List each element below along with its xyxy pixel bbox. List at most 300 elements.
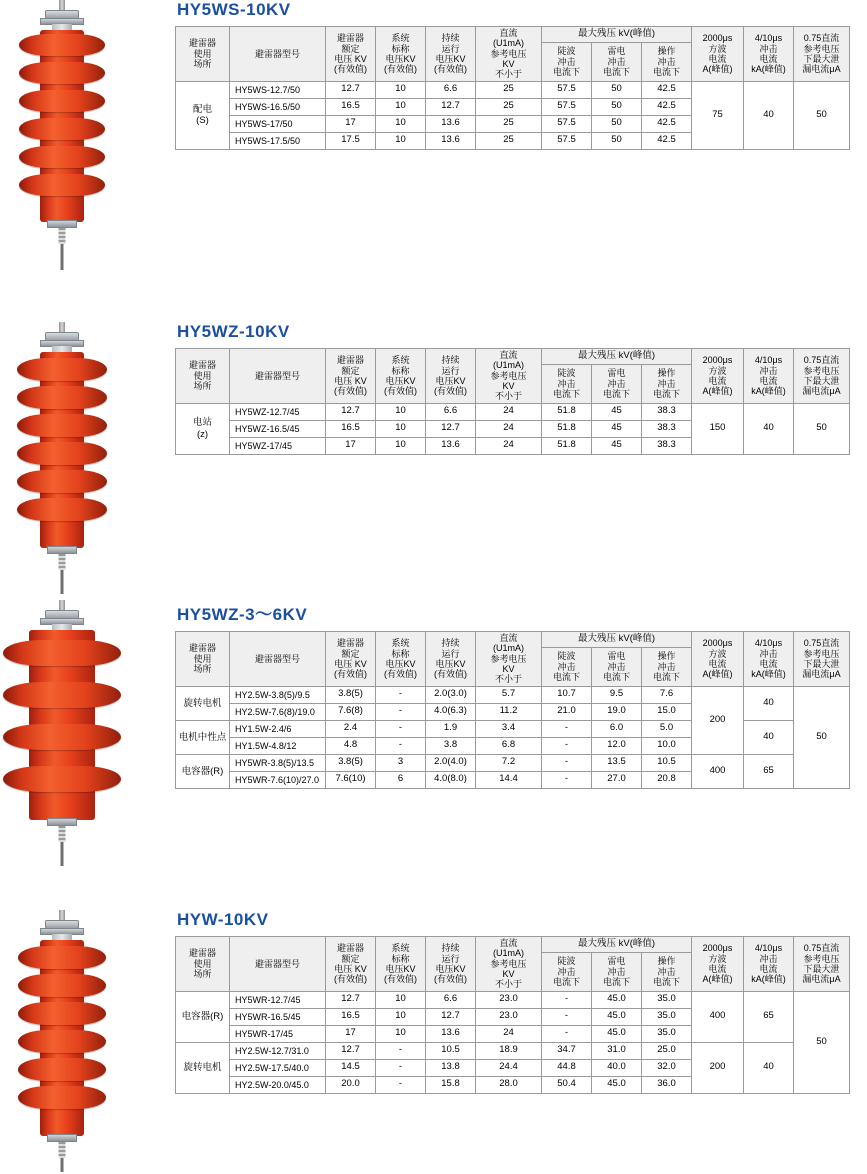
th-dc — [476, 349, 542, 404]
th-sq2000-label: 2000μs 方波 电流 A(峰值) — [702, 355, 733, 397]
cell-dc: 25 — [476, 81, 542, 98]
th-residual-group — [542, 632, 692, 648]
th-dc-label: 直流 (U1mA) 参考电压 KV 不小于 — [490, 350, 527, 402]
th-steep-label: 陡波 冲击 电流下 — [552, 956, 580, 987]
cell-sq2000: 400 — [692, 754, 744, 788]
th-switching — [642, 952, 692, 991]
cell-model: HY5WZ-12.7/45 — [230, 403, 326, 420]
th-rated-label: 避雷器 额定 电压 KV (有效值) — [334, 33, 367, 75]
cell-dc: 24.4 — [476, 1059, 542, 1076]
cell-lightning: 50 — [592, 81, 642, 98]
cell-cont: 4.0(8.0) — [426, 771, 476, 788]
cell-imp410: 40 — [744, 81, 794, 149]
th-residual-group — [542, 27, 692, 43]
th-imp410 — [744, 27, 794, 82]
cell-model: HY2.5W-17.5/40.0 — [230, 1059, 326, 1076]
cell-model: HY2.5W-12.7/31.0 — [230, 1042, 326, 1059]
cell-steep: - — [542, 1025, 592, 1042]
th-switching — [642, 42, 692, 81]
cell-lightning: 50 — [592, 98, 642, 115]
section-title: HYW-10KV — [177, 910, 269, 929]
th-cont — [426, 632, 476, 687]
cell-switching: 42.5 — [642, 81, 692, 98]
cell-usage: 旋转电机 — [176, 1042, 230, 1093]
th-imp410 — [744, 937, 794, 992]
th-steep-label: 陡波 冲击 电流下 — [552, 651, 580, 682]
cell-steep: 34.7 — [542, 1042, 592, 1059]
arrester-image-hyw — [0, 910, 175, 1174]
th-system — [376, 27, 426, 82]
cell-switching: 5.0 — [642, 720, 692, 737]
th-model-label: 避雷器型号 — [254, 48, 300, 59]
cell-cont: 2.0(4.0) — [426, 754, 476, 771]
cell-dc: 11.2 — [476, 703, 542, 720]
th-usage-label: 避雷器 使用 场所 — [188, 948, 216, 980]
th-usage-label: 避雷器 使用 场所 — [188, 360, 216, 392]
cell-dc: 25 — [476, 115, 542, 132]
cell-rated: 16.5 — [326, 1008, 376, 1025]
cell-model: HY5WZ-17/45 — [230, 437, 326, 454]
cell-rated: 12.7 — [326, 403, 376, 420]
cell-cont: 3.8 — [426, 737, 476, 754]
cell-sq2000: 200 — [692, 1042, 744, 1093]
cell-dc: 7.2 — [476, 754, 542, 771]
th-dc-label: 直流 (U1mA) 参考电压 KV 不小于 — [490, 633, 527, 685]
cell-leak075: 50 — [794, 403, 850, 454]
table-row — [176, 81, 850, 98]
cell-system: 10 — [376, 991, 426, 1008]
cell-switching: 38.3 — [642, 437, 692, 454]
cell-usage: 旋转电机 — [176, 686, 230, 720]
cell-switching: 42.5 — [642, 98, 692, 115]
th-leak075-label: 0.75直流 参考电压 下最大泄 漏电流μA — [802, 638, 841, 680]
th-system-label: 系统 标称 电压KV (有效值) — [384, 33, 417, 75]
table-row — [176, 1042, 850, 1059]
section-title: HY5WZ-10KV — [177, 322, 290, 341]
th-usage-label: 避雷器 使用 场所 — [188, 38, 216, 70]
spec-table — [175, 348, 850, 455]
th-steep-label: 陡波 冲击 电流下 — [552, 368, 580, 399]
cell-lightning: 50 — [592, 132, 642, 149]
cell-rated: 17 — [326, 437, 376, 454]
arrester-image-hy5ws — [0, 0, 175, 290]
cell-rated: 7.6(8) — [326, 703, 376, 720]
cell-rated: 12.7 — [326, 1042, 376, 1059]
cell-lightning: 45 — [592, 403, 642, 420]
cell-cont: 2.0(3.0) — [426, 686, 476, 703]
cell-steep: 51.8 — [542, 437, 592, 454]
cell-rated: 12.7 — [326, 991, 376, 1008]
cell-steep: - — [542, 720, 592, 737]
th-system-label: 系统 标称 电压KV (有效值) — [384, 355, 417, 397]
cell-switching: 38.3 — [642, 420, 692, 437]
cell-switching: 15.0 — [642, 703, 692, 720]
th-cont-label: 持续 运行 电压KV (有效值) — [434, 943, 467, 985]
arrester-image-hy5wz — [0, 322, 175, 612]
th-cont — [426, 27, 476, 82]
th-leak075 — [794, 27, 850, 82]
cell-steep: - — [542, 754, 592, 771]
th-dc-label: 直流 (U1mA) 参考电压 KV 不小于 — [490, 28, 527, 80]
th-leak075-label: 0.75直流 参考电压 下最大泄 漏电流μA — [802, 943, 841, 985]
cell-dc: 18.9 — [476, 1042, 542, 1059]
th-rated — [326, 349, 376, 404]
table-row — [176, 754, 850, 771]
cell-dc: 23.0 — [476, 1008, 542, 1025]
cell-switching: 36.0 — [642, 1076, 692, 1093]
cell-dc: 24 — [476, 437, 542, 454]
th-usage — [176, 632, 230, 687]
cell-imp410: 40 — [744, 403, 794, 454]
cell-system: - — [376, 703, 426, 720]
th-system-label: 系统 标称 电压KV (有效值) — [384, 943, 417, 985]
cell-lightning: 9.5 — [592, 686, 642, 703]
cell-switching: 38.3 — [642, 403, 692, 420]
cell-lightning: 19.0 — [592, 703, 642, 720]
th-sq2000 — [692, 27, 744, 82]
cell-lightning: 27.0 — [592, 771, 642, 788]
th-rated — [326, 937, 376, 992]
cell-cont: 6.6 — [426, 81, 476, 98]
spec-table-body — [176, 81, 850, 149]
th-system — [376, 632, 426, 687]
cell-lightning: 45.0 — [592, 1008, 642, 1025]
cell-cont: 13.6 — [426, 1025, 476, 1042]
cell-rated: 16.5 — [326, 420, 376, 437]
th-residual-group-label: 最大残压 kV(峰值) — [577, 632, 656, 644]
cell-model: HY1.5W-4.8/12 — [230, 737, 326, 754]
cell-switching: 35.0 — [642, 1025, 692, 1042]
th-usage — [176, 349, 230, 404]
th-imp410-label: 4/10μs 冲击 电流 kA(峰值) — [751, 943, 786, 985]
cell-usage: 电站 (z) — [176, 403, 230, 454]
th-residual-group — [542, 937, 692, 953]
th-switching — [642, 364, 692, 403]
th-rated-label: 避雷器 额定 电压 KV (有效值) — [334, 638, 367, 680]
th-lightning — [592, 364, 642, 403]
cell-sq2000: 200 — [692, 686, 744, 754]
th-cont-label: 持续 运行 电压KV (有效值) — [434, 33, 467, 75]
th-model-label: 避雷器型号 — [254, 653, 300, 664]
cell-switching: 10.5 — [642, 754, 692, 771]
th-residual-group-label: 最大残压 kV(峰值) — [577, 349, 656, 361]
th-dc — [476, 27, 542, 82]
th-cont — [426, 937, 476, 992]
cell-imp410: 40 — [744, 720, 794, 754]
cell-usage: 电容器(R) — [176, 991, 230, 1042]
cell-cont: 15.8 — [426, 1076, 476, 1093]
th-steep — [542, 42, 592, 81]
th-sq2000 — [692, 349, 744, 404]
cell-lightning: 31.0 — [592, 1042, 642, 1059]
th-rated-label: 避雷器 额定 电压 KV (有效值) — [334, 943, 367, 985]
th-leak075 — [794, 937, 850, 992]
cell-rated: 3.8(5) — [326, 754, 376, 771]
cell-leak075: 50 — [794, 81, 850, 149]
cell-lightning: 40.0 — [592, 1059, 642, 1076]
th-imp410-label: 4/10μs 冲击 电流 kA(峰值) — [751, 355, 786, 397]
cell-cont: 12.7 — [426, 420, 476, 437]
cell-rated: 20.0 — [326, 1076, 376, 1093]
cell-switching: 7.6 — [642, 686, 692, 703]
cell-model: HY2.5W-3.8(5)/9.5 — [230, 686, 326, 703]
cell-dc: 28.0 — [476, 1076, 542, 1093]
table-row — [176, 720, 850, 737]
cell-leak075: 50 — [794, 991, 850, 1093]
th-lightning-label: 雷电 冲击 电流下 — [602, 956, 630, 987]
th-imp410 — [744, 632, 794, 687]
cell-cont: 13.8 — [426, 1059, 476, 1076]
th-cont-label: 持续 运行 电压KV (有效值) — [434, 638, 467, 680]
cell-switching: 10.0 — [642, 737, 692, 754]
cell-cont: 12.7 — [426, 1008, 476, 1025]
cell-cont: 13.6 — [426, 437, 476, 454]
cell-system: 10 — [376, 115, 426, 132]
th-model — [230, 27, 326, 82]
cell-usage: 电容器(R) — [176, 754, 230, 788]
cell-system: 10 — [376, 437, 426, 454]
cell-steep: 10.7 — [542, 686, 592, 703]
cell-system: - — [376, 1042, 426, 1059]
cell-leak075: 50 — [794, 686, 850, 788]
th-sq2000 — [692, 937, 744, 992]
cell-steep: - — [542, 1008, 592, 1025]
cell-system: 10 — [376, 132, 426, 149]
th-switching — [642, 647, 692, 686]
table-row — [176, 403, 850, 420]
th-imp410 — [744, 349, 794, 404]
cell-lightning: 45.0 — [592, 1025, 642, 1042]
th-lightning — [592, 647, 642, 686]
cell-dc: 24 — [476, 420, 542, 437]
cell-rated: 17 — [326, 1025, 376, 1042]
spec-table — [175, 936, 850, 1094]
cell-model: HY1.5W-2.4/6 — [230, 720, 326, 737]
cell-system: 10 — [376, 1025, 426, 1042]
cell-system: 3 — [376, 754, 426, 771]
cell-rated: 3.8(5) — [326, 686, 376, 703]
cell-lightning: 12.0 — [592, 737, 642, 754]
cell-system: 10 — [376, 1008, 426, 1025]
cell-model: HY5WS-16.5/50 — [230, 98, 326, 115]
cell-rated: 4.8 — [326, 737, 376, 754]
cell-dc: 25 — [476, 132, 542, 149]
th-sq2000 — [692, 632, 744, 687]
cell-switching: 25.0 — [642, 1042, 692, 1059]
cell-lightning: 6.0 — [592, 720, 642, 737]
th-rated — [326, 632, 376, 687]
cell-steep: 57.5 — [542, 132, 592, 149]
th-switching-label: 操作 冲击 电流下 — [652, 651, 680, 682]
table-row — [176, 686, 850, 703]
spec-table-body — [176, 686, 850, 788]
th-steep — [542, 952, 592, 991]
th-sq2000-label: 2000μs 方波 电流 A(峰值) — [702, 943, 733, 985]
cell-model: HY5WS-12.7/50 — [230, 81, 326, 98]
th-dc — [476, 632, 542, 687]
cell-model: HY2.5W-7.6(8)/19.0 — [230, 703, 326, 720]
cell-usage: 配电 (S) — [176, 81, 230, 149]
cell-lightning: 45.0 — [592, 991, 642, 1008]
cell-dc: 6.8 — [476, 737, 542, 754]
cell-system: 10 — [376, 98, 426, 115]
cell-rated: 14.5 — [326, 1059, 376, 1076]
th-leak075-label: 0.75直流 参考电压 下最大泄 漏电流μA — [802, 33, 841, 75]
th-cont — [426, 349, 476, 404]
th-lightning-label: 雷电 冲击 电流下 — [602, 651, 630, 682]
cell-steep: - — [542, 771, 592, 788]
cell-dc: 3.4 — [476, 720, 542, 737]
cell-cont: 1.9 — [426, 720, 476, 737]
th-system — [376, 349, 426, 404]
cell-lightning: 45 — [592, 420, 642, 437]
cell-sq2000: 75 — [692, 81, 744, 149]
th-dc — [476, 937, 542, 992]
cell-usage: 电机中性点 — [176, 720, 230, 754]
th-steep — [542, 364, 592, 403]
th-imp410-label: 4/10μs 冲击 电流 kA(峰值) — [751, 638, 786, 680]
cell-model: HY5WR-3.8(5)/13.5 — [230, 754, 326, 771]
cell-lightning: 50 — [592, 115, 642, 132]
cell-model: HY5WR-16.5/45 — [230, 1008, 326, 1025]
th-leak075-label: 0.75直流 参考电压 下最大泄 漏电流μA — [802, 355, 841, 397]
th-sq2000-label: 2000μs 方波 电流 A(峰值) — [702, 638, 733, 680]
cell-steep: 50.4 — [542, 1076, 592, 1093]
th-switching-label: 操作 冲击 电流下 — [652, 46, 680, 77]
th-sq2000-label: 2000μs 方波 电流 A(峰值) — [702, 33, 733, 75]
cell-system: 10 — [376, 403, 426, 420]
cell-cont: 4.0(6.3) — [426, 703, 476, 720]
cell-dc: 23.0 — [476, 991, 542, 1008]
cell-cont: 13.6 — [426, 132, 476, 149]
th-model-label: 避雷器型号 — [254, 370, 300, 381]
cell-steep: 51.8 — [542, 403, 592, 420]
th-rated — [326, 27, 376, 82]
cell-cont: 10.5 — [426, 1042, 476, 1059]
spec-table-body — [176, 403, 850, 454]
cell-steep: 51.8 — [542, 420, 592, 437]
spec-table-body — [176, 991, 850, 1093]
cell-dc: 25 — [476, 98, 542, 115]
th-rated-label: 避雷器 额定 电压 KV (有效值) — [334, 355, 367, 397]
cell-system: - — [376, 1059, 426, 1076]
th-system-label: 系统 标称 电压KV (有效值) — [384, 638, 417, 680]
cell-imp410: 40 — [744, 686, 794, 720]
cell-model: HY5WS-17/50 — [230, 115, 326, 132]
cell-lightning: 13.5 — [592, 754, 642, 771]
cell-steep: 57.5 — [542, 81, 592, 98]
cell-system: - — [376, 720, 426, 737]
cell-steep: 57.5 — [542, 98, 592, 115]
th-lightning — [592, 952, 642, 991]
th-usage — [176, 937, 230, 992]
th-switching-label: 操作 冲击 电流下 — [652, 368, 680, 399]
th-usage-label: 避雷器 使用 场所 — [188, 643, 216, 675]
section-title: HY5WZ-3～6KV — [177, 605, 308, 624]
th-cont-label: 持续 运行 电压KV (有效值) — [434, 355, 467, 397]
cell-cont: 13.6 — [426, 115, 476, 132]
cell-switching: 20.8 — [642, 771, 692, 788]
th-model — [230, 349, 326, 404]
cell-system: 10 — [376, 420, 426, 437]
cell-system: 6 — [376, 771, 426, 788]
th-steep — [542, 647, 592, 686]
cell-model: HY5WR-7.6(10)/27.0 — [230, 771, 326, 788]
th-residual-group-label: 最大残压 kV(峰值) — [577, 937, 656, 949]
th-residual-group-label: 最大残压 kV(峰值) — [577, 27, 656, 39]
cell-switching: 42.5 — [642, 115, 692, 132]
cell-model: HY5WR-12.7/45 — [230, 991, 326, 1008]
cell-dc: 14.4 — [476, 771, 542, 788]
cell-system: 10 — [376, 81, 426, 98]
cell-switching: 35.0 — [642, 991, 692, 1008]
cell-rated: 16.5 — [326, 98, 376, 115]
th-leak075 — [794, 349, 850, 404]
cell-system: - — [376, 737, 426, 754]
cell-rated: 12.7 — [326, 81, 376, 98]
th-switching-label: 操作 冲击 电流下 — [652, 956, 680, 987]
th-lightning — [592, 42, 642, 81]
cell-model: HY5WR-17/45 — [230, 1025, 326, 1042]
th-usage — [176, 27, 230, 82]
cell-switching: 35.0 — [642, 1008, 692, 1025]
cell-dc: 24 — [476, 1025, 542, 1042]
th-steep-label: 陡波 冲击 电流下 — [552, 46, 580, 77]
section-title: HY5WS-10KV — [177, 0, 291, 19]
spec-table — [175, 26, 850, 150]
cell-lightning: 45.0 — [592, 1076, 642, 1093]
cell-imp410: 65 — [744, 754, 794, 788]
th-imp410-label: 4/10μs 冲击 电流 kA(峰值) — [751, 33, 786, 75]
cell-steep: - — [542, 737, 592, 754]
th-residual-group — [542, 349, 692, 365]
cell-rated: 17 — [326, 115, 376, 132]
cell-switching: 32.0 — [642, 1059, 692, 1076]
cell-steep: 44.8 — [542, 1059, 592, 1076]
cell-steep: 21.0 — [542, 703, 592, 720]
cell-system: - — [376, 1076, 426, 1093]
cell-rated: 7.6(10) — [326, 771, 376, 788]
cell-model: HY5WZ-16.5/45 — [230, 420, 326, 437]
cell-cont: 6.6 — [426, 991, 476, 1008]
th-model — [230, 937, 326, 992]
cell-dc: 24 — [476, 403, 542, 420]
th-dc-label: 直流 (U1mA) 参考电压 KV 不小于 — [490, 938, 527, 990]
cell-imp410: 65 — [744, 991, 794, 1042]
cell-lightning: 45 — [592, 437, 642, 454]
cell-rated: 17.5 — [326, 132, 376, 149]
cell-imp410: 40 — [744, 1042, 794, 1093]
cell-model: HY2.5W-20.0/45.0 — [230, 1076, 326, 1093]
th-system — [376, 937, 426, 992]
cell-model: HY5WS-17.5/50 — [230, 132, 326, 149]
cell-steep: - — [542, 991, 592, 1008]
th-lightning-label: 雷电 冲击 电流下 — [602, 46, 630, 77]
cell-cont: 12.7 — [426, 98, 476, 115]
cell-system: - — [376, 686, 426, 703]
th-lightning-label: 雷电 冲击 电流下 — [602, 368, 630, 399]
cell-switching: 42.5 — [642, 132, 692, 149]
arrester-image-hy5wz-3-6 — [0, 600, 175, 880]
cell-sq2000: 150 — [692, 403, 744, 454]
th-leak075 — [794, 632, 850, 687]
th-model-label: 避雷器型号 — [254, 958, 300, 969]
cell-rated: 2.4 — [326, 720, 376, 737]
cell-steep: 57.5 — [542, 115, 592, 132]
spec-table — [175, 631, 850, 789]
cell-cont: 6.6 — [426, 403, 476, 420]
cell-dc: 5.7 — [476, 686, 542, 703]
